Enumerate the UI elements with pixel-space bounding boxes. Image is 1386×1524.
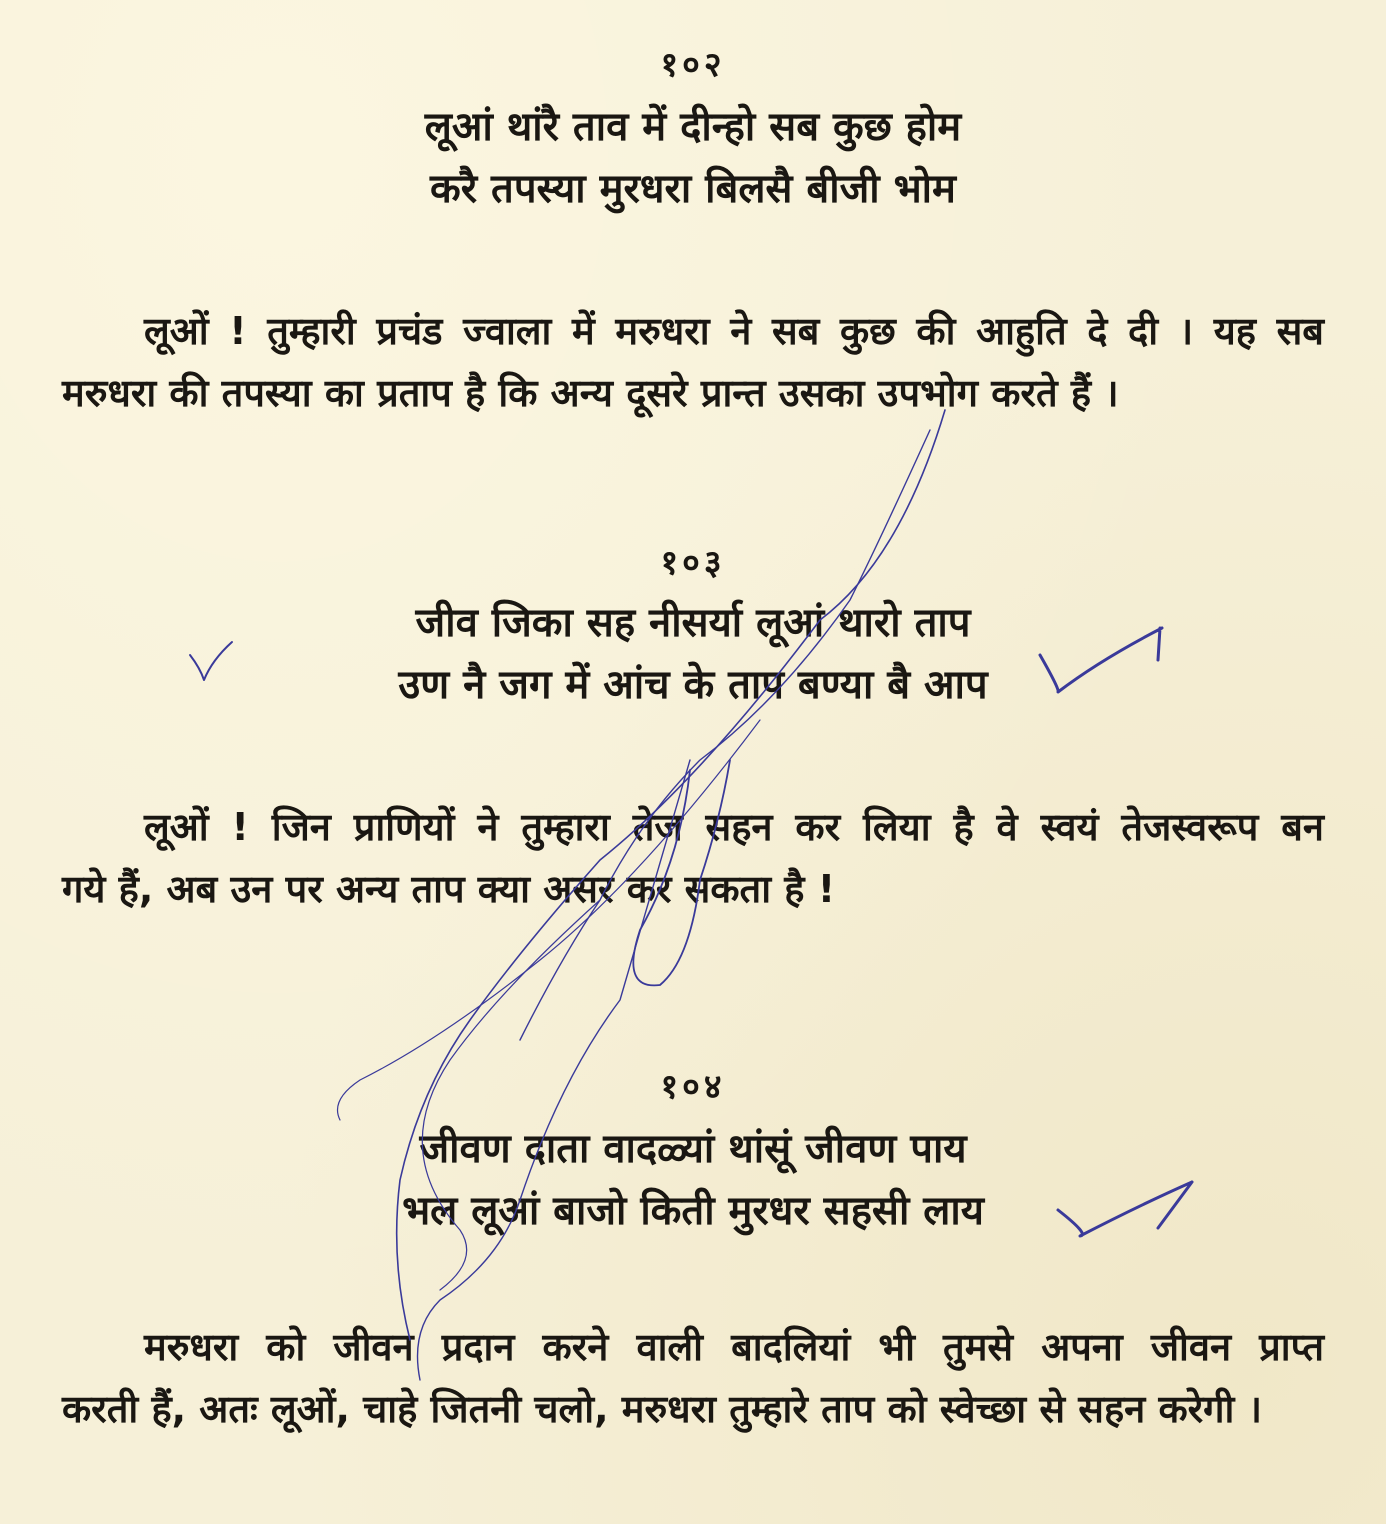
verse-number-102: १०२ (660, 45, 726, 85)
meaning-104-line-2: करती हैं, अतः लूओं, चाहे जितनी चलो, मरुधरा तुम्हारे ताप को स्वेच्छा से सहन करेगी । (62, 1387, 1263, 1431)
couplet-102-line-1: लूआं थांरै ताव में दीन्हो सब कुछ होम (424, 104, 962, 150)
scribble-stroke-4 (338, 720, 761, 1120)
meaning-102 (62, 300, 1324, 424)
meaning-104 (62, 1316, 1324, 1440)
couplet-102-line-2: करै तपस्या मुरधरा बिलसै बीजी भोम (430, 166, 956, 212)
couplet-104-line-2: भल लूआं बाजो किती मुरधर सहसी लाय (402, 1188, 984, 1234)
verse-number-104: १०४ (660, 1067, 726, 1107)
meaning-102-line-1: लूओं ! तुम्हारी प्रचंड ज्वाला में मरुधरा ने सब कुछ की आहुति दे दी । यह सब (144, 309, 1324, 353)
scribble-long-stroke-2 (520, 430, 930, 1040)
couplet-103 (0, 592, 1386, 716)
couplet-103-line-1: जीव जिका सह नीसर्या लूआं थारो ताप (415, 600, 971, 646)
meaning-103 (62, 796, 1324, 920)
couplet-104 (0, 1118, 1386, 1242)
couplet-103-line-2: उण नै जग में आंच के ताप बण्या बै आप (398, 662, 988, 708)
meaning-102-line-2: मरुधरा की तपस्या का प्रताप है कि अन्य दूसरे प्रान्त उसका उपभोग करते हैं । (62, 371, 1119, 415)
meaning-103-line-1: लूओं ! जिन प्राणियों ने तुम्हारा तेज सहन कर लिया है वे स्वयं तेजस्वरूप बन (144, 805, 1324, 849)
meaning-104-line-1: मरुधरा को जीवन प्रदान करने वाली बादलियां भी तुमसे अपना जीवन प्राप्त (144, 1325, 1324, 1369)
meaning-103-line-2: गये हैं, अब उन पर अन्य ताप क्या असर कर सकता है ! (62, 867, 836, 911)
verse-number-103: १०३ (660, 543, 726, 583)
couplet-104-line-1: जीवण दाता वादळ्यां थांसूं जीवण पाय (419, 1126, 967, 1172)
couplet-102 (0, 96, 1386, 220)
